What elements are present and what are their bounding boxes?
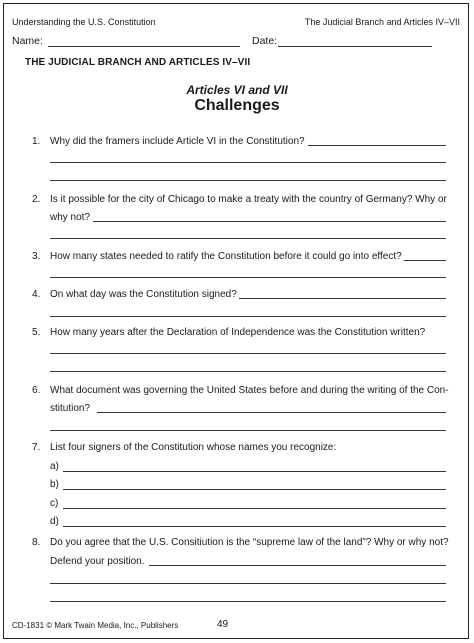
answer-line[interactable] [50,371,446,372]
question-number: 3. [32,251,41,262]
section-title: THE JUDICIAL BRANCH AND ARTICLES IV–VII [25,57,251,68]
answer-line[interactable] [50,162,446,163]
answer-line[interactable] [50,353,446,354]
list-item-label: b) [50,479,59,490]
header-chapter-title: The Judicial Branch and Articles IV–VII [304,17,460,27]
worksheet-subtitle: Articles VI and VII [186,83,288,97]
answer-line[interactable] [97,412,446,413]
question-number: 2. [32,194,41,205]
answer-line[interactable] [308,145,446,146]
question-text: Do you agree that the U.S. Consitiution is the “supreme law of the land”? Why or why not? [50,537,449,548]
answer-line[interactable] [50,277,446,278]
answer-line[interactable] [50,601,446,602]
question-text-continued: stitution? [50,403,91,414]
answer-line[interactable] [50,583,446,584]
question-text-continued: why not? [50,212,91,223]
question-text: How many states needed to ratify the Constitution before it could go into effect? [50,251,402,262]
question-text: What document was governing the United States before and during the writing of the Con- [50,385,449,396]
question-text-continued: Defend your position. [50,556,145,567]
question-number: 7. [32,442,41,453]
question-text: On what day was the Constitution signed? [50,289,237,300]
date-label: Date: [252,35,278,47]
question-text: Why did the framers include Article VI in the Constitution? [50,136,305,147]
worksheet-title: Challenges [194,97,280,114]
list-item-label: a) [50,461,59,472]
answer-line[interactable] [63,508,446,509]
date-field[interactable] [278,46,432,47]
question-number: 1. [32,136,41,147]
footer-copyright: CD-1831 © Mark Twain Media, Inc., Publishers [12,621,179,630]
answer-line[interactable] [63,471,446,472]
name-field[interactable] [48,46,240,47]
answer-line[interactable] [50,238,446,239]
answer-line[interactable] [239,298,446,299]
question-text: List four signers of the Constitution whose names you recognize: [50,442,337,453]
answer-line[interactable] [50,430,446,431]
list-item-label: c) [50,498,59,509]
name-label: Name: [12,35,43,47]
question-number: 8. [32,537,41,548]
answer-line[interactable] [50,316,446,317]
answer-line[interactable] [63,489,446,490]
list-item-label: d) [50,516,59,527]
header-book-title: Understanding the U.S. Constitution [12,17,156,27]
question-number: 4. [32,289,41,300]
question-text: Is it possible for the city of Chicago to make a treaty with the country of Germany? Why or [50,194,447,205]
answer-line[interactable] [149,565,446,566]
question-number: 6. [32,385,41,396]
question-text: How many years after the Declaration of Independence was the Constitution written? [50,327,426,338]
answer-line[interactable] [93,221,446,222]
page-number: 49 [217,619,229,630]
question-number: 5. [32,327,41,338]
answer-line[interactable] [50,180,446,181]
answer-line[interactable] [63,526,446,527]
answer-line[interactable] [404,260,446,261]
